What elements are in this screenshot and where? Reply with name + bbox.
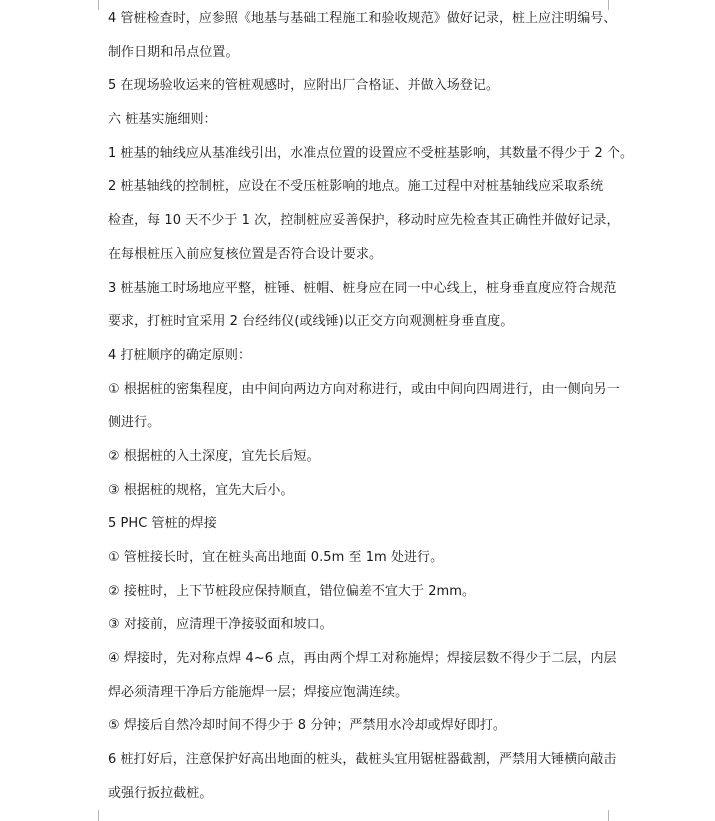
subheading-piling-order: 4 打桩顺序的确定原则：: [108, 347, 252, 363]
text-line-pile-inspection-cont: 制作日期和吊点位置。: [108, 44, 239, 60]
page-corner-mark-bottom-right: [608, 810, 619, 821]
text-line-control-pile-cont-2: 在每根桩压入前应复核位置是否符合设计要求。: [108, 246, 383, 262]
text-line-site-leveling-cont: 要求，打桩时宜采用 2 台经纬仪(或线锤)以正交方向观测桩身垂直度。: [108, 314, 514, 330]
subheading-phc-welding: 5 PHC 管桩的焊接: [108, 516, 217, 532]
text-line-pile-head-protection-cont: 或强行扳拉截桩。: [108, 785, 213, 801]
text-line-pile-inspection: 4 管桩检查时，应参照《地基与基础工程施工和验收规范》做好记录，桩上应注明编号、: [108, 11, 617, 26]
text-line-order-density: ① 根据桩的密集程度，由中间向两边方向对称进行，或由中间向四周进行，由一侧向另一: [108, 381, 620, 397]
document-body: [108, 2, 634, 811]
text-line-weld-cleaning: ③ 对接前，应清理干净接驳面和坡口。: [108, 617, 333, 633]
text-line-order-density-cont: 侧进行。: [108, 415, 161, 431]
text-line-weld-cooling: ⑤ 焊接后自然冷却时间不得少于 8 分钟；严禁用水冷却或焊好即打。: [108, 718, 506, 734]
text-line-order-depth: ② 根据桩的入土深度，宜先长后短。: [108, 448, 320, 464]
text-line-control-pile: 2 桩基轴线的控制桩，应设在不受压桩影响的地点。施工过程中对桩基轴线应采取系统: [108, 179, 604, 195]
text-line-pile-head-protection: 6 桩打好后，注意保护好高出地面的桩头，截桩头宜用锯桩器截割，严禁用大锤横向敲击: [108, 752, 617, 768]
text-line-site-leveling: 3 桩基施工时场地应平整，桩锤、桩帽、桩身应在同一中心线上，桩身垂直度应符合规范: [108, 280, 617, 296]
page-corner-mark-top-left: [88, 0, 99, 10]
text-line-axis-baseline: 1 桩基的轴线应从基准线引出，水准点位置的设置应不受桩基影响，其数量不得少于 2 个。: [108, 145, 634, 161]
text-line-control-pile-cont-1: 检查，每 10 天不少于 1 次，控制桩应妥善保护，移动时应先检查其正确性并做好记录，: [108, 213, 620, 229]
text-line-weld-height: ① 管桩接长时，宜在桩头高出地面 0.5m 至 1m 处进行。: [108, 550, 444, 565]
text-line-site-acceptance: 5 在现场验收运来的管桩观感时，应附出厂合格证、并做入场登记。: [108, 78, 499, 94]
section-heading-implementation-rules: 六 桩基实施细则：: [108, 112, 217, 128]
text-line-order-size: ③ 根据桩的规格，宜先大后小。: [108, 482, 294, 498]
text-line-weld-procedure-cont: 焊必须清理干净后方能施焊一层；焊接应饱满连续。: [108, 684, 409, 700]
text-line-weld-procedure: ④ 焊接时，先对称点焊 4~6 点，再由两个焊工对称施焊；焊接层数不得少于二层，内层: [108, 651, 617, 667]
text-line-weld-alignment: ② 接桩时，上下节桩段应保持顺直，错位偏差不宜大于 2mm。: [108, 583, 476, 599]
page-corner-mark-bottom-left: [88, 810, 99, 821]
